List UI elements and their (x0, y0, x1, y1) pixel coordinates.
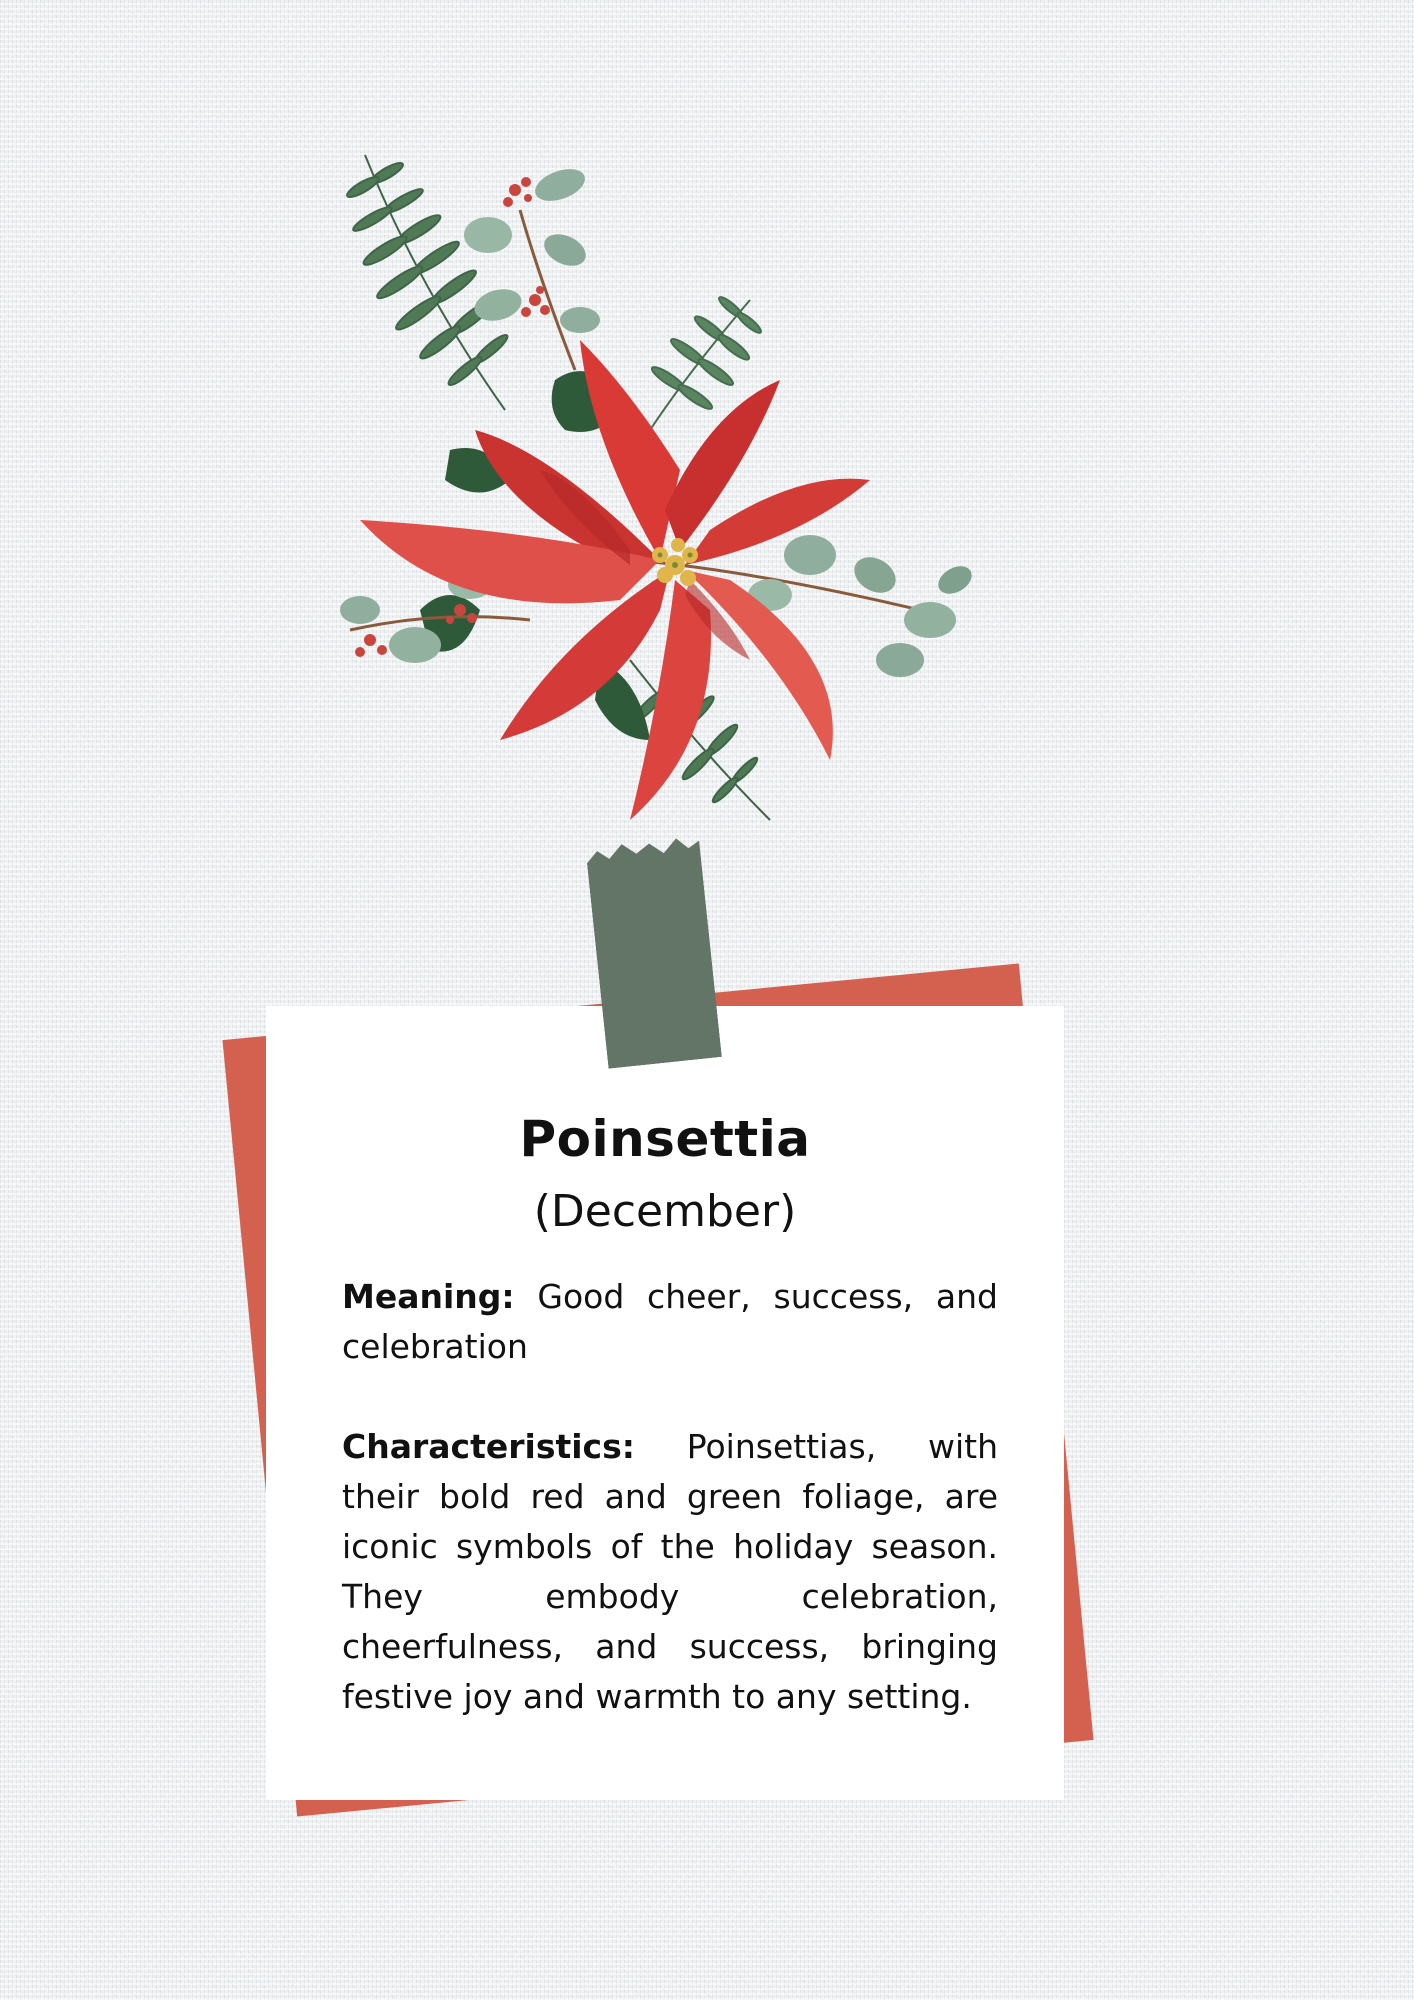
flower-title: Poinsettia (519, 1110, 811, 1168)
characteristics-text: Poinsettias, with their bold red and green foliage, are iconic symbols of the holiday season. They embody celebration, cheerfulness, and success, bringing festive joy and warmth to any setting. (342, 1427, 998, 1716)
washi-tape (585, 836, 722, 1069)
characteristics-paragraph (342, 1422, 998, 1722)
fern-frond-upper-left (345, 155, 511, 410)
month-subtitle: (December) (533, 1186, 797, 1237)
meaning-text: Good cheer, success, and celebration (342, 1277, 998, 1366)
characteristics-label: Characteristics: (342, 1427, 635, 1466)
meaning-label: Meaning: (342, 1277, 515, 1316)
berry-sprig-top (464, 163, 600, 370)
meaning-paragraph (342, 1272, 998, 1372)
card-body (342, 1272, 998, 1722)
poinsettia-bouquet-icon (330, 140, 1050, 840)
poinsettia-flower (360, 340, 870, 820)
